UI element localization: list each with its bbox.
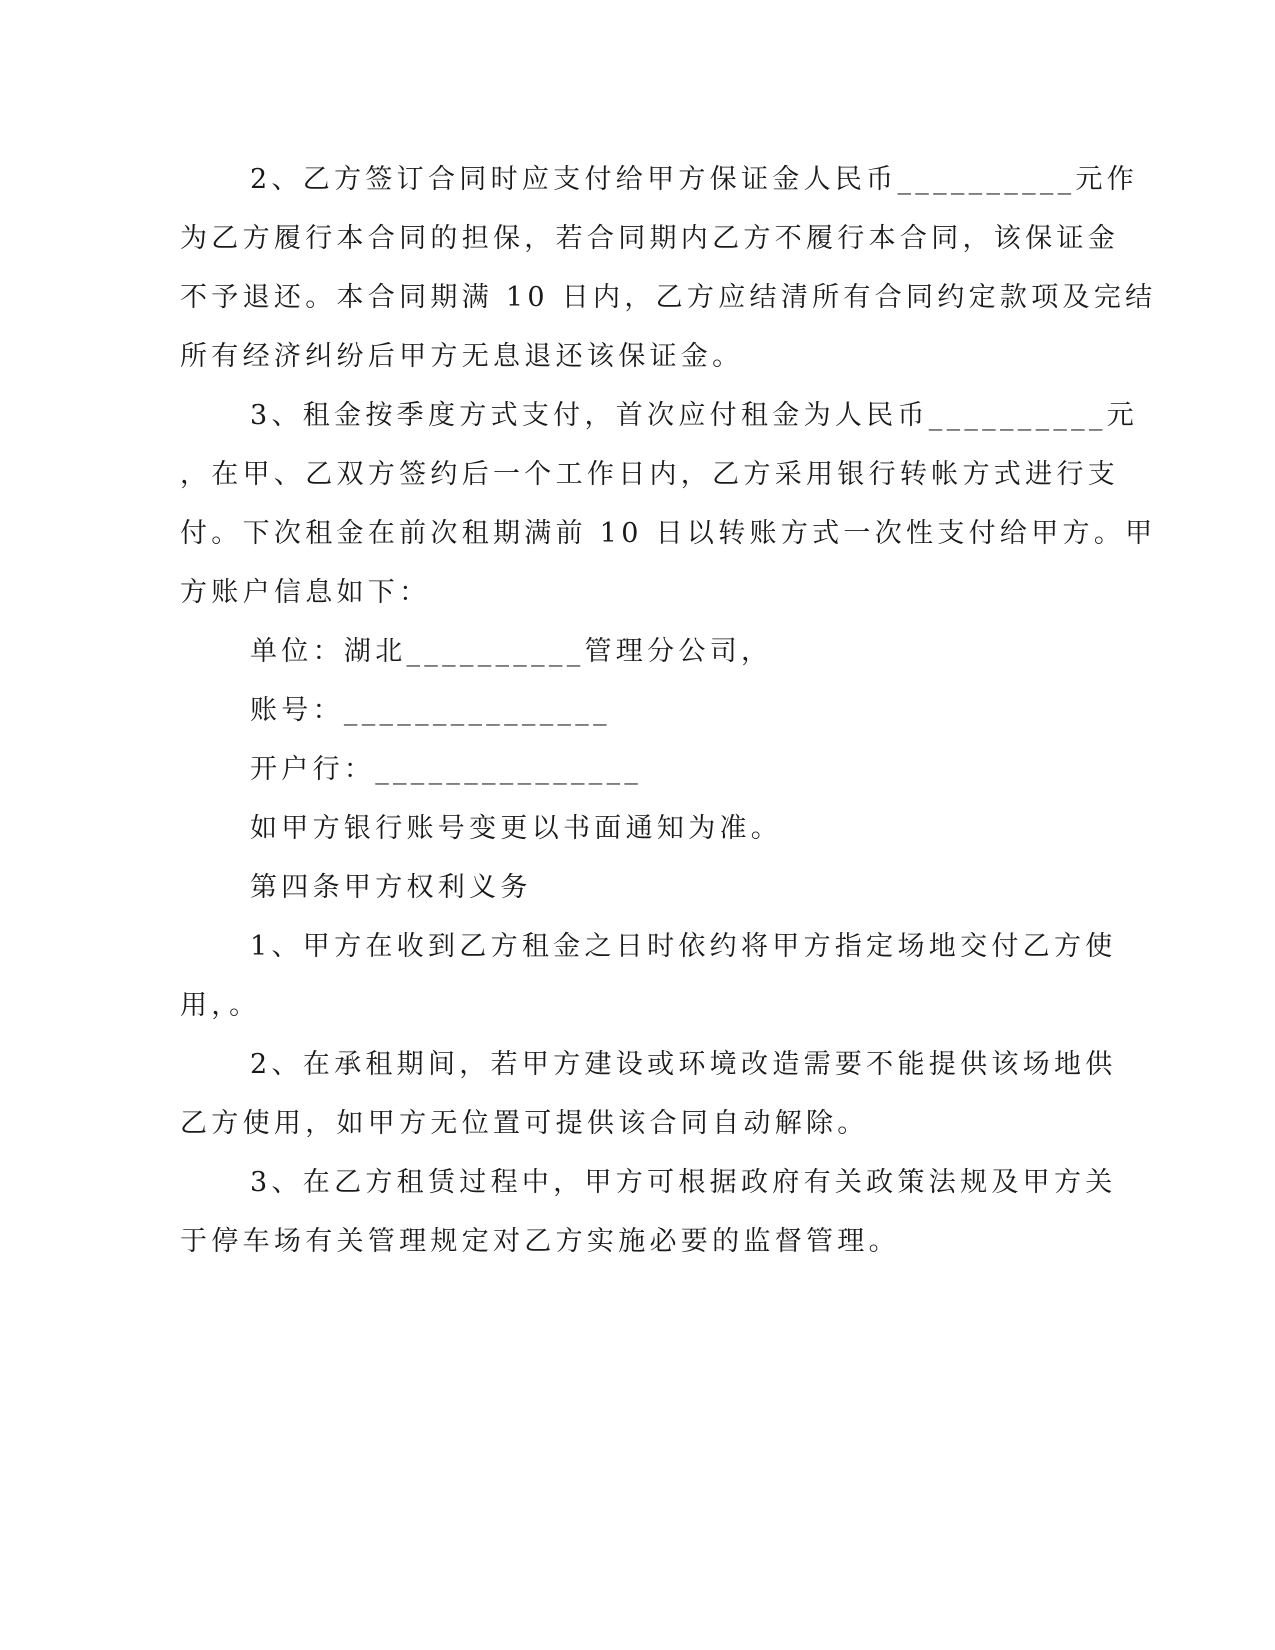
article-4-item-2-line-1: 2、在承租期间，若甲方建设或环境改造需要不能提供该场地供 (250, 1049, 1117, 1080)
article-4-heading: 第四条甲方权利义务 (250, 872, 532, 903)
clause-3-line-3: 付。下次租金在前次租期满前 10 日以转账方式一次性支付给甲方。甲 (180, 518, 1157, 549)
clause-2-line-1: 2、乙方签订合同时应支付给甲方保证金人民币__________元作 (250, 164, 1139, 195)
clause-2-line-4: 所有经济纠纷后甲方无息退还该保证金。 (180, 341, 744, 372)
account-change-note: 如甲方银行账号变更以书面通知为准。 (250, 813, 783, 844)
account-bank: 开户行：_______________ (250, 754, 643, 785)
clause-3-line-4: 方账户信息如下： (180, 577, 431, 608)
article-4-item-3-line-1: 3、在乙方租赁过程中，甲方可根据政府有关政策法规及甲方关 (250, 1167, 1117, 1198)
article-4-item-1-line-1: 1、甲方在收到乙方租金之日时依约将甲方指定场地交付乙方使 (250, 931, 1117, 962)
clause-2-line-2: 为乙方履行本合同的担保，若合同期内乙方不履行本合同，该保证金 (180, 223, 1119, 254)
account-unit: 单位：湖北__________管理分公司， (250, 636, 773, 667)
clause-2-line-3: 不予退还。本合同期满 10 日内，乙方应结清所有合同约定款项及完结 (180, 282, 1157, 313)
article-4-item-1-line-2: 用，。 (180, 990, 261, 1021)
clause-3-line-1: 3、租金按季度方式支付，首次应付租金为人民币__________元 (250, 400, 1139, 431)
article-4-item-2-line-2: 乙方使用，如甲方无位置可提供该合同自动解除。 (180, 1108, 869, 1139)
article-4-item-3-line-2: 于停车场有关管理规定对乙方实施必要的监督管理。 (180, 1226, 900, 1257)
clause-3-line-2: ，在甲、乙双方签约后一个工作日内，乙方采用银行转帐方式进行支 (180, 459, 1119, 490)
account-number: 账号：_______________ (250, 695, 611, 726)
